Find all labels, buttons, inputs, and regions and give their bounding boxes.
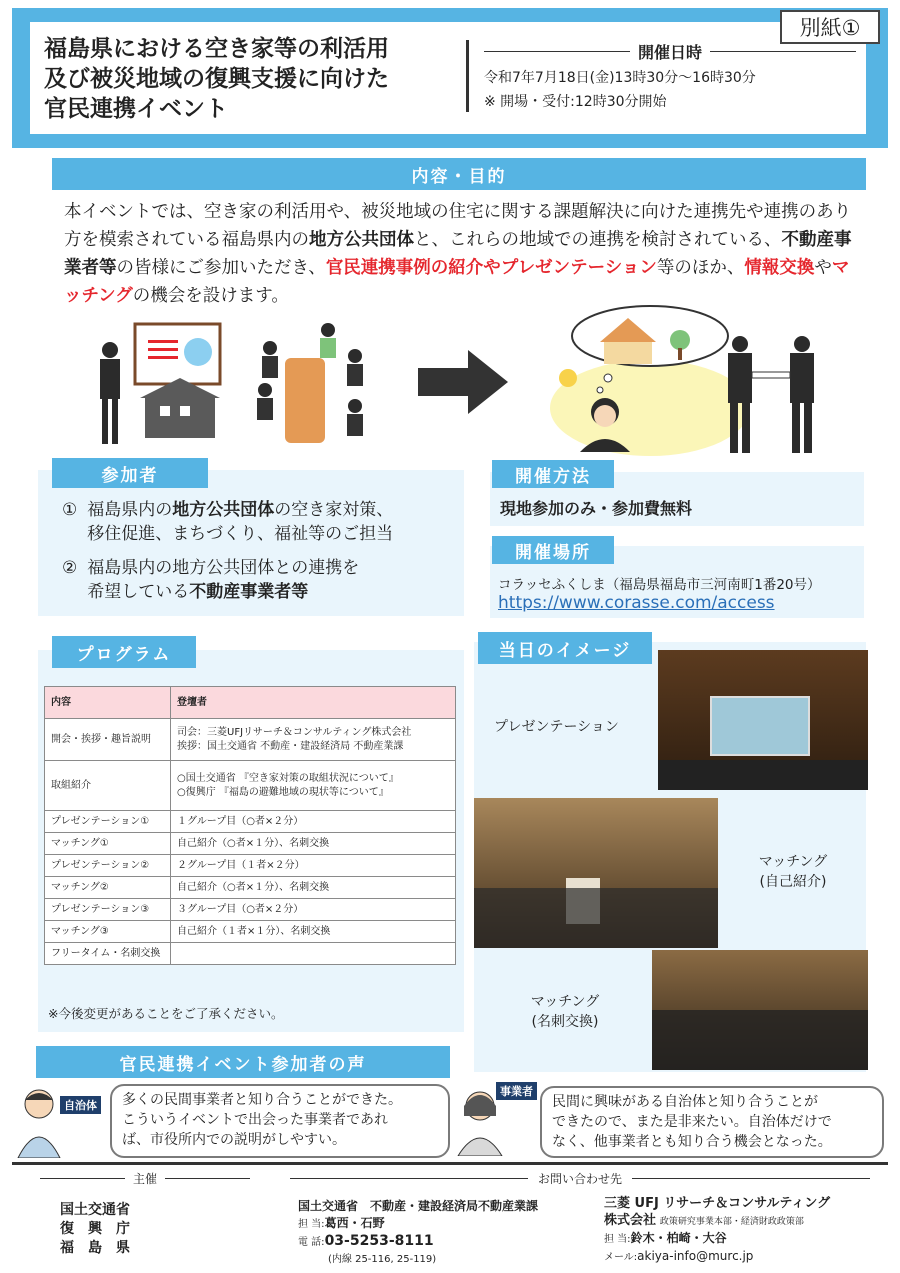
page-title [44,34,464,124]
program-col-content: 内容 [45,687,171,719]
title-divider [466,40,469,112]
venue-heading: 開催場所 [492,536,614,564]
day-image-heading: 当日のイメージ [478,632,652,664]
municipal-tag: 自治体 [60,1096,101,1114]
purpose-text: 本イベントでは、空き家の利活用や、被災地域の住宅に関する課題解決に向けた連携先や連携のあり方を模索されている福島県内の地方公共団体と、これらの地域での連携を検討されている、不動産事業者等の皆様にご参加いただき、官民連携事例の紹介やプレゼンテーション等のほか、情報交換やマッチングの機会を設けます。 [64,202,852,306]
contact-mlit: 国土交通省 不動産・建設経済局不動産業課 担 当:葛西・石野 電 話:03-5253-8111 (内線 25-116, 25-119) [298,1198,598,1268]
contact-label: お問い合わせ先 [538,1172,623,1186]
table-row: マッチング① 自己紹介（○者×１分）、名刺交換 [45,833,456,855]
business-tag: 事業者 [496,1082,537,1100]
venue-url-link[interactable]: https://www.corasse.com/access [498,593,775,613]
business-voice-bubble: 民間に興味がある自治体と知り合うことが できたので、また是非来たい。自治体だけで なく、他事業者とも知り合う機会となった。 [540,1086,884,1158]
matching-self-intro-photo [474,798,718,948]
program-heading: プログラム [52,636,196,668]
program-table-header [45,687,456,719]
partnership-illustration [540,300,850,460]
table-row: プレゼンテーション① １グループ目（○者×２分） [45,811,456,833]
method-heading: 開催方法 [492,460,614,488]
contact-mlit-org: 国土交通省 不動産・建設経済局不動産業課 [298,1199,539,1213]
table-row: フリータイム・名刺交換 [45,943,456,965]
table-row: 取組紹介 ○国土交通省 『空き家対策の取組状況について』 ○復興庁 『福島の避難地域の現状等について』 [45,761,456,811]
date-note: ※ 開場・受付:12時30分開始 [484,94,667,110]
contact-header [290,1170,870,1187]
method-value: 現地参加のみ・参加費無料 [500,499,693,518]
contact-murc: 三菱 UFJ リサーチ＆コンサルティング 株式会社 政策研究事業本部・経済財政政策部 担 当:鈴木・柏崎・大谷 メール:akiya-info@murc.jp [604,1196,831,1263]
date-block [484,40,856,111]
program-col-speaker: 登壇者 [171,687,456,719]
table-row: マッチング③ 自己紹介（１者×１分）、名刺交換 [45,921,456,943]
date-label: 開催日時 [638,43,703,62]
participants-list [62,498,462,604]
table-row: マッチング② 自己紹介（○者×１分）、名刺交換 [45,877,456,899]
arrow-right-icon [418,350,508,414]
municipal-person-icon [14,1086,64,1158]
host-block [40,1170,250,1258]
voices-heading: 官民連携イベント参加者の声 [36,1046,450,1078]
table-row: プレゼンテーション③ ３グループ目（○者×２分） [45,899,456,921]
title-line-3: 官民連携イベント [44,96,228,122]
day-label-matching-1: マッチング (自己紹介) [758,854,828,890]
date-value: 令和7年7月18日(金)13時30分～16時30分 [484,70,756,86]
table-row: プレゼンテーション② ２グループ目（１者×２分） [45,855,456,877]
venue-value: コラッセふくしま（福島県福島市三河南町1番20号） [498,577,821,593]
meeting-illustration [90,318,390,458]
participant-item-2: ② 福島県内の地方公共団体との連携を 希望している不動産事業者等 [62,558,360,602]
day-label-matching-2: マッチング (名刺交換) [530,994,600,1030]
title-line-1: 福島県における空き家等の利活用 [44,36,389,62]
attachment-label: 別紙① [780,10,880,44]
table-row: 開会・挨拶・趣旨説明 司会：三菱UFJリサーチ＆コンサルティング株式会社 挨拶：国土交通省 不動産・建設経済局 不動産業課 [45,719,456,761]
purpose-heading: 内容・目的 [52,158,866,190]
host-label: 主催 [133,1172,158,1186]
participants-heading: 参加者 [52,458,208,488]
host-list: 国土交通省 復 興 庁 福 島 県 [60,1202,130,1256]
program-table-wrap [44,686,456,965]
footer-top-rule [12,1162,888,1165]
presentation-photo [658,650,868,790]
municipal-voice-bubble: 多くの民間事業者と知り合うことができた。 こういうイベントで出会った事業者であれ ば、市役所内での説明がしやすい。 [110,1084,450,1158]
matching-card-exchange-photo [652,950,868,1070]
contact-mlit-tel: 03-5253-8111 [324,1233,434,1249]
program-table [44,686,456,965]
contact-email-link[interactable]: akiya-info@murc.jp [637,1249,754,1263]
day-label-presentation: プレゼンテーション [494,719,619,735]
participant-item-1: ① 福島県内の地方公共団体の空き家対策、 移住促進、まちづくり、福祉等のご担当 [62,500,394,544]
title-line-2: 及び被災地域の復興支援に向けた [44,66,389,92]
program-note: ※今後変更があることをご了承ください。 [48,1006,284,1021]
